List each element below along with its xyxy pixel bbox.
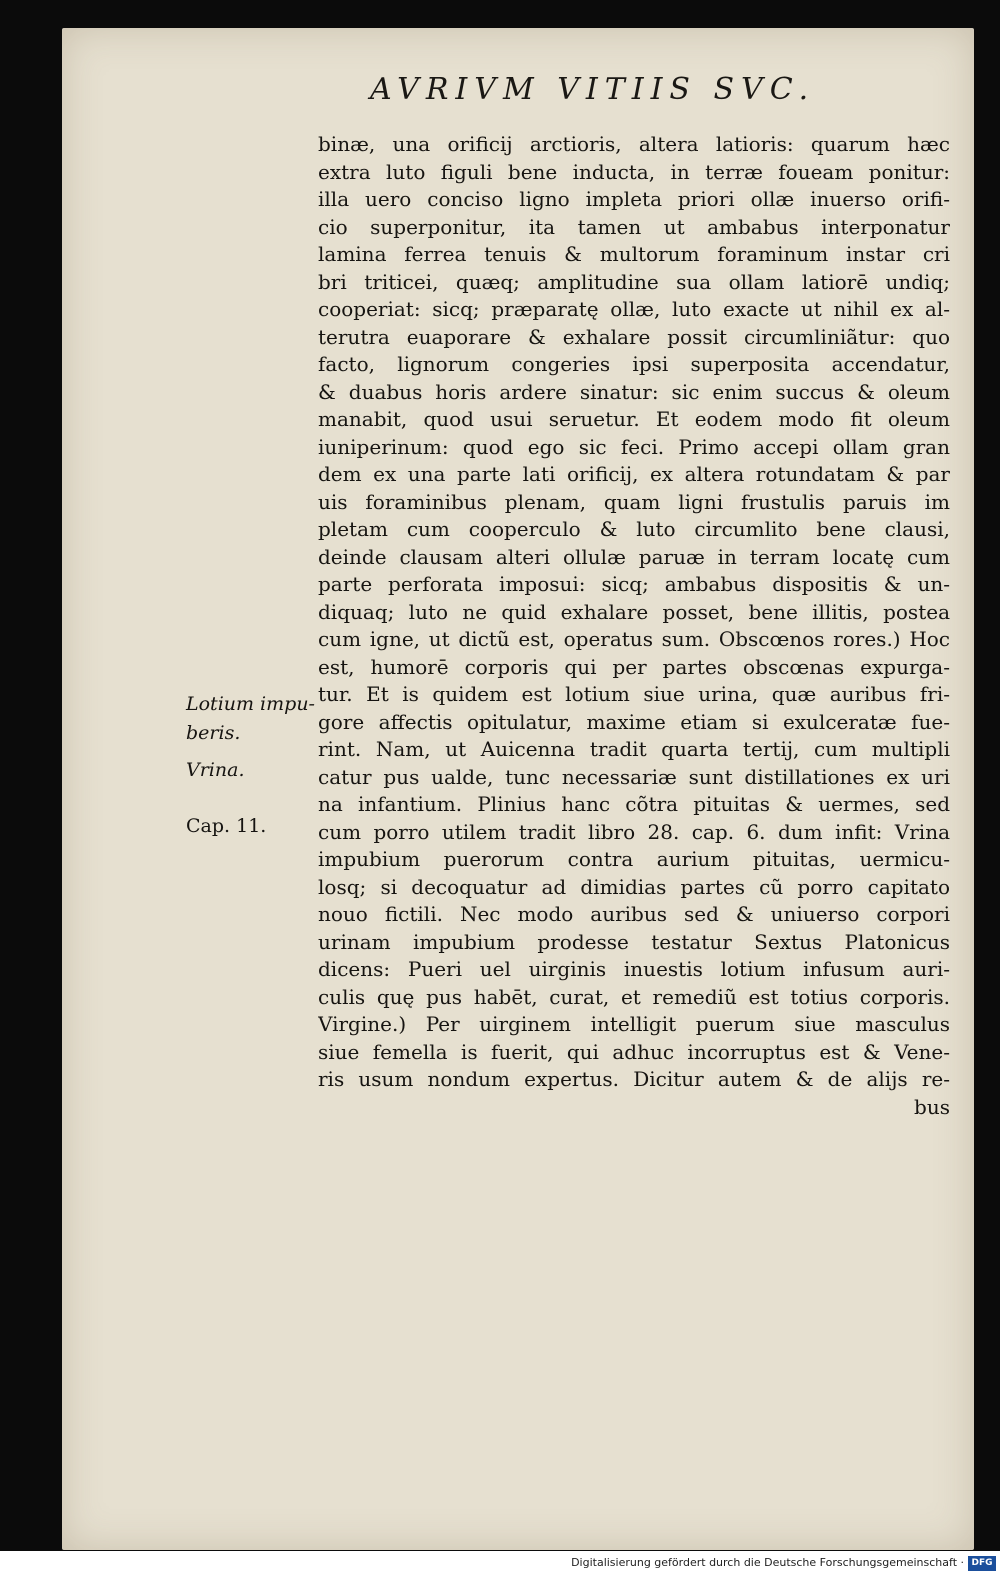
dfg-logo: DFG	[968, 1556, 996, 1571]
text-line: extra luto figuli bene inducta, in terræ foueam ponitur:	[318, 159, 950, 184]
text-line: binæ, una orificij arctioris, altera latioris: quarum hæc	[318, 132, 950, 156]
text-line: iuniperinum: quod ego sic feci. Primo accepi ollam gran	[318, 434, 950, 459]
text-line: cum igne, ut dictũ est, operatus sum. Obscœnos rores.) Hoc	[318, 627, 950, 651]
text-line: cio superponitur, ita tamen ut ambabus interponatur	[318, 214, 950, 239]
text-line: terutra euaporare & exhalare possit circumliniãtur: quo	[318, 324, 950, 349]
text-line: uis foraminibus plenam, quam ligni frustulis paruis im	[318, 489, 950, 514]
text-line: deinde clausam alteri ollulæ paruæ in terram locatę cum	[318, 544, 950, 569]
text-line: cooperiat: sicq; præparatę ollæ, luto exacte ut nihil ex al-	[318, 297, 950, 321]
text-line: culis quę pus habēt, curat, et remediũ est totius corporis.	[318, 984, 950, 1009]
text-line: losq; si decoquatur ad dimidias partes cũ porro capitato	[318, 874, 950, 899]
text-line: Virgine.) Per uirginem intelligit puerum siue masculus	[318, 1012, 950, 1036]
running-header: AVRIVM VITIIS SVC.	[370, 72, 816, 107]
digitization-footer	[0, 1551, 1000, 1577]
main-text-block	[318, 131, 950, 1121]
text-line: dem ex una parte lati orificij, ex altera rotundatam & par	[318, 462, 950, 486]
text-line: ris usum nondum expertus. Dicitur autem & de alijs re-	[318, 1067, 950, 1091]
text-line: cum porro utilem tradit libro 28. cap. 6. dum infit: Vrina	[318, 819, 950, 844]
text-line: est, humorē corporis qui per partes obscœnas expurga-	[318, 654, 950, 679]
text-line: impubium puerorum contra aurium pituitas, uermicu-	[318, 847, 950, 871]
text-line: diquaq; luto ne quid exhalare posset, bene illitis, postea	[318, 599, 950, 624]
funding-credit: Digitalisierung gefördert durch die Deutsche Forschungsgemeinschaft ·	[571, 1556, 964, 1569]
text-line: siue femella is fuerit, qui adhuc incorruptus est & Vene-	[318, 1039, 950, 1064]
text-line: lamina ferrea tenuis & multorum foraminum instar cri	[318, 242, 950, 266]
text-line: urinam impubium prodesse testatur Sextus Platonicus	[318, 929, 950, 954]
margin-note-lotium-2: beris.	[186, 722, 241, 744]
margin-note-lotium-1: Lotium impu-	[186, 693, 315, 715]
text-line: catur pus ualde, tunc necessariæ sunt distillationes ex uri	[318, 764, 950, 789]
text-line: nouo fictili. Nec modo auribus sed & uniuerso corpori	[318, 902, 950, 926]
text-line: & duabus horis ardere sinatur: sic enim succus & oleum	[318, 379, 950, 404]
margin-note-chapter: Cap. 11.	[186, 815, 267, 837]
text-line: rint. Nam, ut Auicenna tradit quarta tertij, cum multipli	[318, 737, 950, 761]
text-line: facto, lignorum congeries ipsi superposita accendatur,	[318, 352, 950, 376]
text-line: dicens: Pueri uel uirginis inuestis lotium infusum auri-	[318, 957, 950, 981]
text-line: parte perforata imposui: sicq; ambabus dispositis & un-	[318, 572, 950, 596]
text-line: pletam cum cooperculo & luto circumlito bene clausi,	[318, 517, 950, 541]
text-line: na infantium. Plinius hanc cõtra pituitas & uermes, sed	[318, 792, 950, 816]
margin-note-vrina: Vrina.	[186, 759, 245, 781]
text-line: tur. Et is quidem est lotium siue urina, quæ auribus fri-	[318, 682, 950, 706]
text-line: bri triticei, quæq; amplitudine sua ollam latiorē undiq;	[318, 269, 950, 294]
text-line: gore affectis opitulatur, maxime etiam si exulceratæ fue-	[318, 709, 950, 734]
text-line: bus	[914, 1094, 950, 1119]
text-line: illa uero conciso ligno impleta priori ollæ inuerso orifi-	[318, 187, 950, 211]
text-line: manabit, quod usui seruetur. Et eodem modo fit oleum	[318, 407, 950, 431]
